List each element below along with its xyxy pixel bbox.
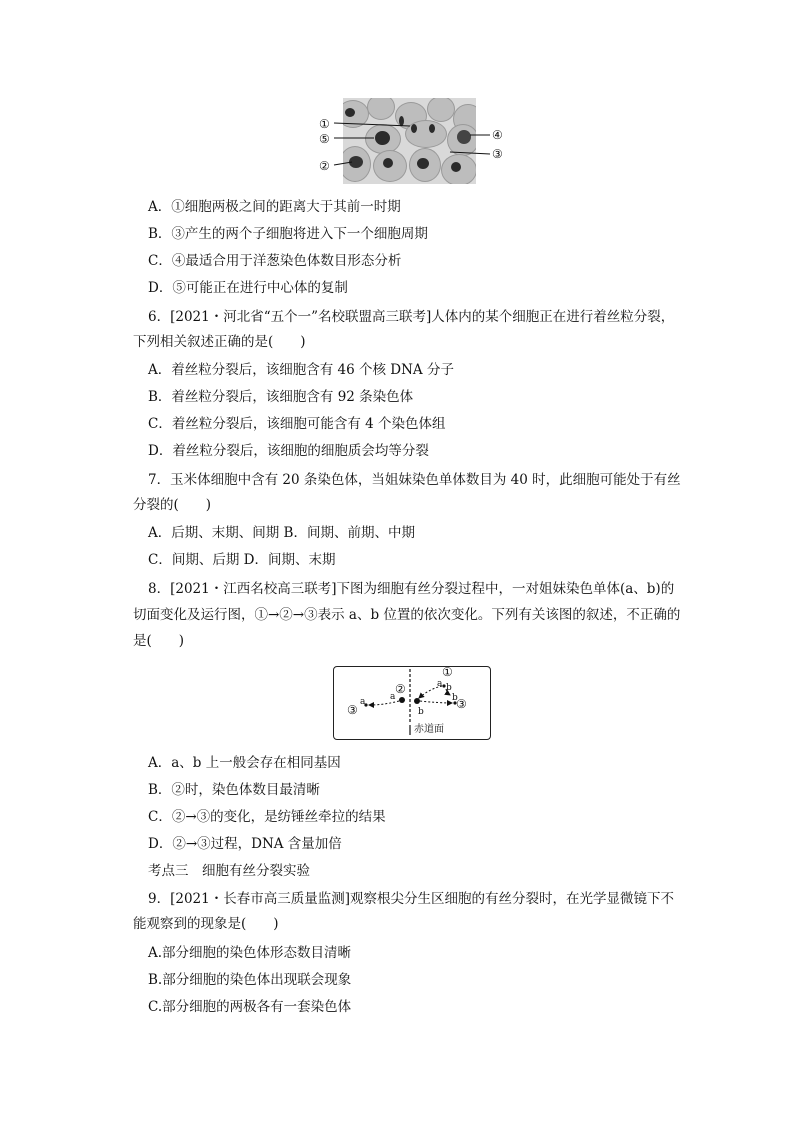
q9-option-a: A.部分细胞的染色体形态数目清晰 bbox=[148, 945, 352, 961]
q8-option-b: B．②时，染色体数目最清晰 bbox=[148, 782, 320, 798]
q6-option-b: B．着丝粒分裂后，该细胞含有 92 条染色体 bbox=[148, 389, 414, 405]
q8-stem-line-2: 切面变化及运行图，①→②→③表示 a、b 位置的依次变化。下列有关该图的叙述，不正确的 bbox=[133, 607, 681, 623]
q8-option-a: A．a、b 上一般会存在相同基因 bbox=[148, 755, 341, 771]
diagram-label-b-mid: b bbox=[418, 707, 424, 717]
diagram-label-3-right: ③ bbox=[456, 697, 467, 711]
equatorial-plane-label: 赤道面 bbox=[414, 724, 444, 735]
q6-option-a: A．着丝粒分裂后，该细胞含有 46 个核 DNA 分子 bbox=[148, 362, 454, 378]
q8-stem-line-1: 8．[2021・江西名校高三联考]下图为细胞有丝分裂过程中，一对姐妹染色单体(a、b)的 bbox=[148, 581, 675, 597]
diagram-label-b-right: b bbox=[452, 693, 458, 703]
micrograph-leader-lines bbox=[300, 110, 520, 176]
q9-stem-line-1: 9．[2021・长春市高三质量监测]观察根尖分生区细胞的有丝分裂时，在光学显微镜下不 bbox=[148, 891, 674, 907]
q9-stem-line-2: 能观察到的现象是( ) bbox=[133, 916, 279, 932]
diagram-label-a-left: a bbox=[360, 697, 366, 707]
q5-option-d: D．⑤可能正在进行中心体的复制 bbox=[148, 280, 348, 296]
diagram-label-a-top: a bbox=[437, 679, 443, 689]
micrograph-label-5: ⑤ bbox=[319, 132, 330, 146]
q8-stem-line-3: 是( ) bbox=[133, 633, 185, 649]
chromatid-b-dot bbox=[414, 698, 420, 704]
q8-option-c: C．②→③的变化，是纺锤丝牵拉的结果 bbox=[148, 809, 386, 825]
micrograph-label-2: ② bbox=[319, 159, 330, 173]
diagram-label-1: ① bbox=[442, 665, 453, 679]
q9-option-c: C.部分细胞的两极各有一套染色体 bbox=[148, 999, 352, 1015]
q5-option-a: A．①细胞两极之间的距离大于其前一时期 bbox=[148, 199, 401, 215]
diagram-label-3-left: ③ bbox=[347, 703, 358, 717]
micrograph-label-1: ① bbox=[319, 117, 330, 131]
q6-stem-line-2: 下列相关叙述正确的是( ) bbox=[133, 334, 306, 350]
diagram-label-a-mid: a bbox=[390, 692, 396, 702]
q5-option-b: B．③产生的两个子细胞将进入下一个细胞周期 bbox=[148, 226, 428, 242]
q6-option-c: C．着丝粒分裂后，该细胞可能含有 4 个染色体组 bbox=[148, 416, 446, 432]
chromatid-a-dot bbox=[399, 697, 405, 703]
q7-stem-line-1: 7．玉米体细胞中含有 20 条染色体，当姐妹染色单体数目为 40 时，此细胞可能处于有丝 bbox=[148, 472, 681, 488]
micrograph-label-3: ③ bbox=[492, 147, 503, 161]
q6-stem-line-1: 6．[2021・河北省“五个一”名校联盟高三联考]人体内的某个细胞正在进行着丝粒分裂， bbox=[148, 309, 675, 325]
arrow-2-to-3-right bbox=[420, 701, 452, 703]
q7-stem-line-2: 分裂的( ) bbox=[133, 497, 212, 513]
q5-option-c: C．④最适合用于洋葱染色体数目形态分析 bbox=[148, 253, 402, 269]
q7-options-row-1: A．后期、末期、间期 B．间期、前期、中期 bbox=[148, 525, 415, 541]
q6-option-d: D．着丝粒分裂后，该细胞的细胞质会均等分裂 bbox=[148, 443, 429, 459]
q7-options-row-2: C．间期、后期 D．间期、末期 bbox=[148, 552, 336, 568]
q9-option-b: B.部分细胞的染色体出现联会现象 bbox=[148, 972, 352, 988]
diagram-label-b-top: b bbox=[446, 683, 452, 693]
q8-option-d: D．②→③过程，DNA 含量加倍 bbox=[148, 836, 342, 852]
chromatid-movement-diagram bbox=[333, 666, 491, 740]
section-heading: 考点三 细胞有丝分裂实验 bbox=[148, 863, 310, 879]
micrograph-label-4: ④ bbox=[492, 128, 503, 142]
diagram-label-2: ② bbox=[395, 682, 406, 696]
